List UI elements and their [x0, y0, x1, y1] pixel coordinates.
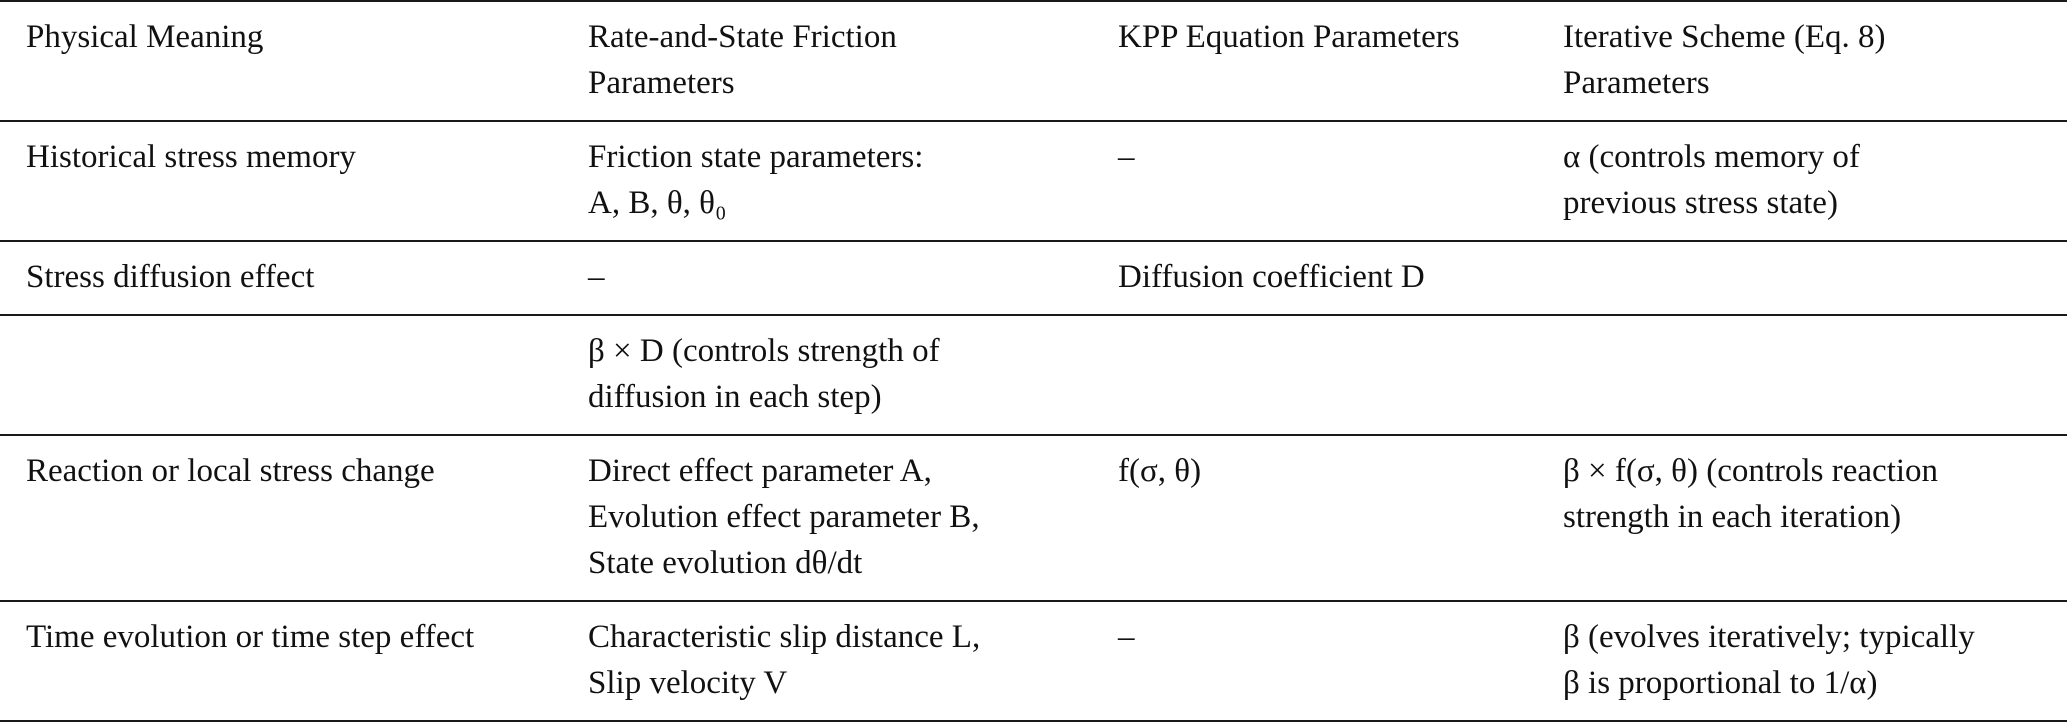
table-cell: Characteristic slip distance L, Slip velocity V [588, 619, 981, 701]
table-cell: Time evolution or time step effect [26, 619, 475, 655]
table-cell [1537, 241, 2067, 315]
table-row [0, 121, 2067, 241]
table-cell: – [1118, 139, 1135, 175]
table-cell: Direct effect parameter A, Evolution effect parameter B, State evolution dθ/dt [588, 453, 980, 581]
table-row [0, 315, 2067, 435]
table-row [0, 601, 2067, 721]
table-cell: – [1118, 619, 1135, 655]
table-row [0, 435, 2067, 601]
table-cell: β (evolves iteratively; typically β is proportional to 1/α) [1563, 619, 1975, 701]
table-cell: Stress diffusion effect [26, 259, 315, 295]
table-cell [1092, 315, 1537, 435]
table-cell: f(σ, θ) [1118, 453, 1202, 489]
table-cell [1537, 315, 2067, 435]
table-cell [0, 315, 562, 435]
header-rate-and-state: Rate-and-State Friction Parameters [588, 19, 897, 101]
table-cell: β × D (controls strength of diffusion in each step) [588, 333, 940, 415]
table-cell: Friction state parameters: A, B, θ, θ₀ [588, 139, 924, 221]
table-cell: α (controls memory of previous stress state) [1563, 139, 1860, 221]
table-cell: – [588, 259, 605, 295]
header-iterative-scheme: Iterative Scheme (Eq. 8) Parameters [1563, 19, 1886, 101]
table-cell: Reaction or local stress change [26, 453, 435, 489]
header-physical-meaning: Physical Meaning [26, 19, 264, 55]
header-row [0, 1, 2067, 121]
table-cell: Historical stress memory [26, 139, 356, 175]
table-row [0, 241, 2067, 315]
table-cell: Diffusion coefficient D [1118, 259, 1425, 295]
table-cell: β × f(σ, θ) (controls reaction strength in each iteration) [1563, 453, 1939, 535]
header-kpp: KPP Equation Parameters [1118, 19, 1460, 55]
